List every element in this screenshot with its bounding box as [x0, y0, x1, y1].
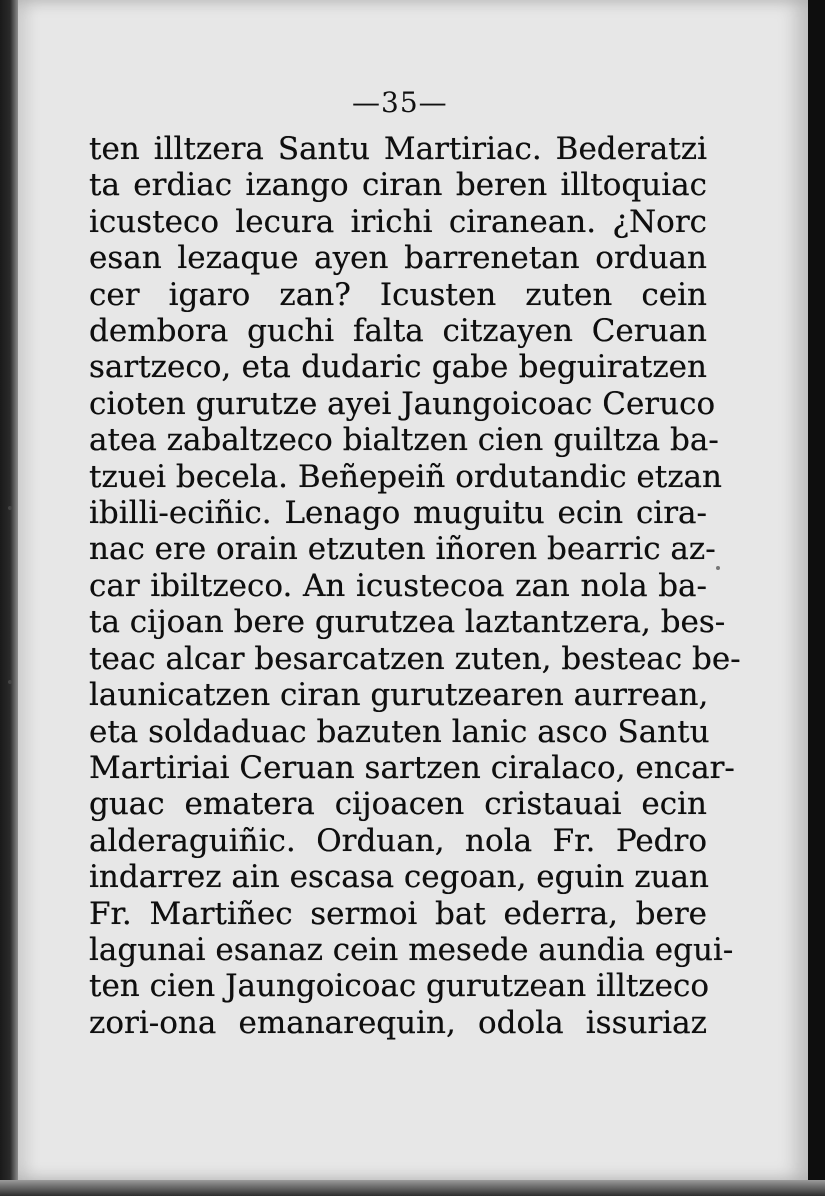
paper-speck: [8, 680, 12, 684]
text-line: lagunai esanaz cein mesede aundia egui-: [89, 931, 734, 968]
text-line: indarrez ain escasa cegoan, eguin zuan: [89, 859, 709, 896]
text-line: sartzeco, eta dudaric gabe beguiratzen: [89, 349, 707, 386]
text-line: ta cijoan bere gurutzea laztantzera, bes-: [89, 604, 726, 641]
text-line: ten cien Jaungoicoac gurutzean illtzeco: [89, 968, 709, 1005]
text-line: dembora guchi falta citzayen Ceruan: [89, 313, 707, 350]
text-line: esan lezaque ayen barrenetan orduan: [89, 240, 707, 277]
text-line: icusteco lecura irichi ciranean. ¿Norc: [89, 203, 707, 240]
text-line: cioten gurutze ayei Jaungoicoac Ceruco: [89, 385, 716, 422]
text-line: tzuei becela. Beñepeiñ ordutandic etzan: [89, 458, 722, 495]
text-line: atea zabaltzeco bialtzen cien guiltza ba-: [89, 422, 719, 459]
text-line: launicatzen ciran gurutzearen aurrean,: [89, 677, 709, 714]
text-line: eta soldaduac bazuten lanic asco Santu: [89, 713, 710, 750]
paper-speck: [716, 566, 720, 570]
text-line: teac alcar besarcatzen zuten, besteac be-: [89, 640, 741, 677]
text-line: alderaguiñic. Orduan, nola Fr. Pedro: [89, 822, 707, 859]
paper-speck: [8, 506, 12, 510]
text-line: ten illtzera Santu Martiriac. Bederatzi: [89, 131, 707, 167]
text-line: Fr. Martiñec sermoi bat ederra, bere: [89, 895, 707, 932]
text-line: ta erdiac izango ciran beren illtoquiac: [89, 167, 707, 204]
body-text: [89, 131, 741, 1041]
text-line: zori-ona emanarequin, odola issuriaz: [89, 1004, 707, 1041]
text-line: guac ematera cijoacen cristauai ecin: [89, 786, 707, 823]
page-number: —35—: [352, 86, 448, 119]
page-right-edge: [808, 0, 825, 1196]
text-line: ibilli-eciñic. Lenago muguitu ecin cira-: [89, 495, 707, 532]
page-bottom-edge: [0, 1180, 825, 1196]
text-line: Martiriai Ceruan sartzen ciralaco, encar-: [89, 749, 735, 786]
text-line: cer igaro zan? Icusten zuten cein: [89, 276, 707, 313]
text-line: car ibiltzeco. An icustecoa zan nola ba-: [89, 567, 707, 604]
text-line: nac ere orain etzuten iñoren bearric az-: [89, 531, 716, 568]
